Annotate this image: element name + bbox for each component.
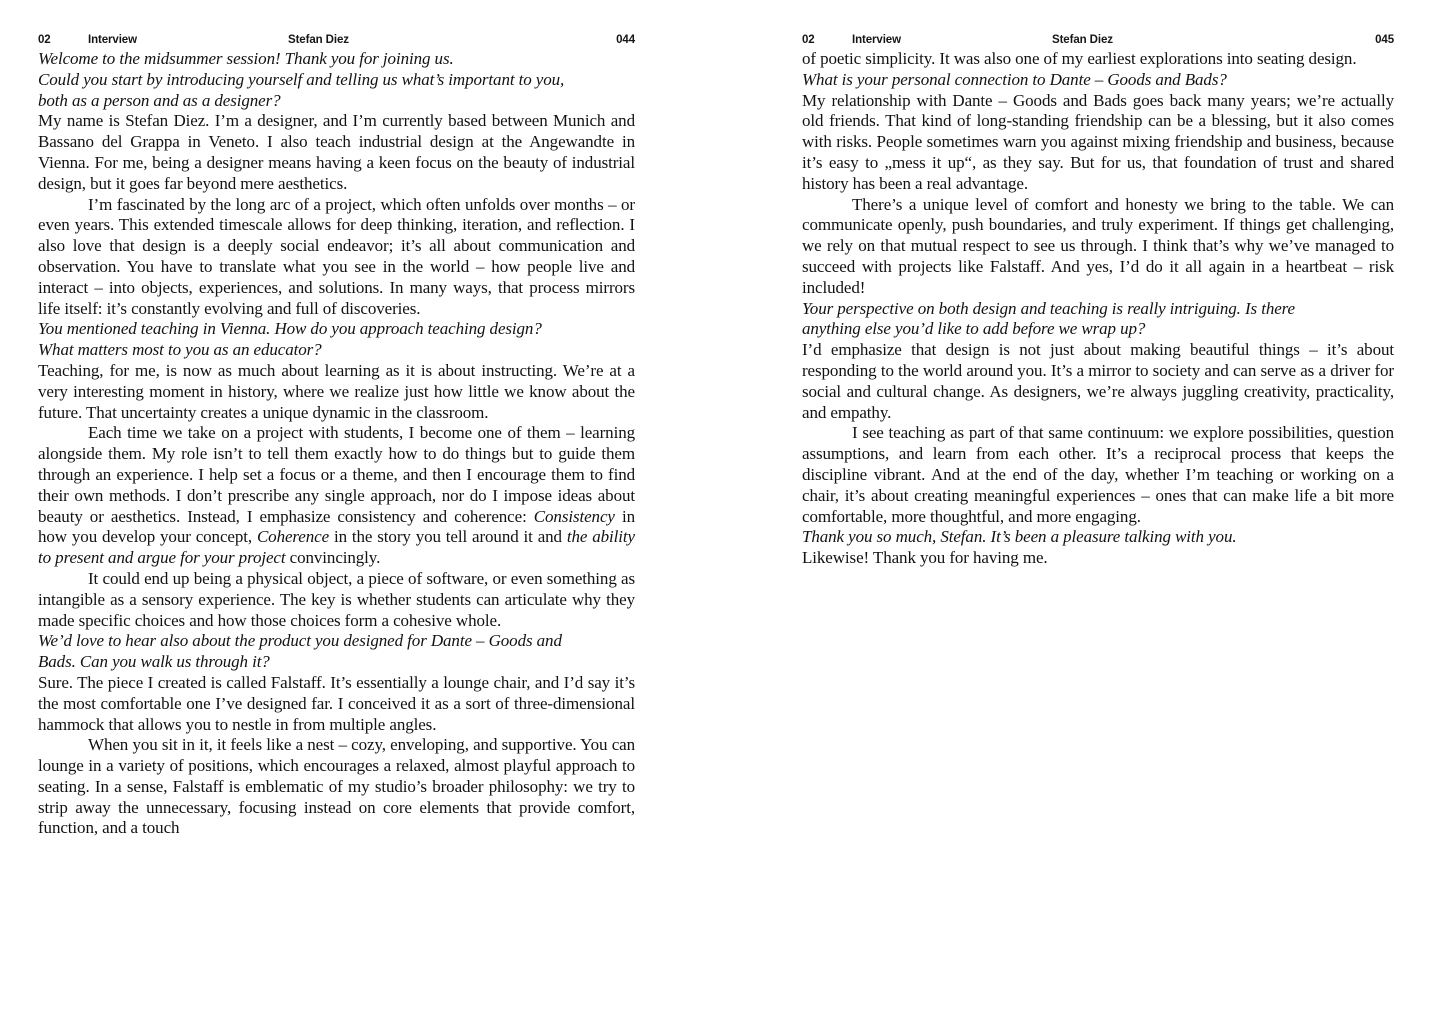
interview-answer-paragraph: I’d emphasize that design is not just about making beautiful things – it’s about responding to the world around you. It’s a mirror to society and can serve as a driver for social and cultural change. As designers, we’re always juggling creativity, practicality, and empathy. <box>802 340 1394 422</box>
right-page <box>802 0 1394 569</box>
chapter-number: 02 <box>802 34 815 46</box>
left-page <box>38 0 635 839</box>
interview-answer-paragraph: My relationship with Dante – Goods and Bads goes back many years; we’re actually old friends. That kind of long-standing friendship can be a blessing, but it also comes with risks. People sometimes warn you against mixing friendship and business, because it’s easy to „mess it up“, as they say. But for us, that foundation of trust and shared history has been a real advantage. <box>802 90 1394 193</box>
interview-text-column <box>802 49 1394 569</box>
interview-answer-paragraph: I see teaching as part of that same continuum: we explore possibilities, question assumptions, and learn from each other. It’s a reciprocal process that keeps the discipline vibrant. And at the end of the day, whether I’m teaching or working on a chair, it’s about creating meaningful experiences – ones that can make life a bit more comfortable, more thoughtful, and more engaging. <box>802 423 1394 526</box>
right-page-header <box>802 34 1394 48</box>
interview-answer-paragraph: Each time we take on a project with students, I become one of them – learning alongside them. My role isn’t to tell them exactly how to do things but to guide them through an experience. I help set a focus or a theme, and then I encourage them to find their own methods. I don’t prescribe any single approach, nor do I impose ideas about beauty or aesthetics. Instead, I emphasize consistency and coherence: Consistency in how you develop your concept, Coherence in the story you tell around it and the ability to present and argue for your project convincingly. <box>38 423 635 568</box>
interview-question: Your perspective on both design and teaching is really intriguing. Is there anything else you’d like to add before we wrap up? <box>802 298 1296 339</box>
interview-answer-paragraph: of poetic simplicity. It was also one of my earliest explorations into seating design. <box>802 49 1357 68</box>
interview-answer-paragraph: I’m fascinated by the long arc of a project, which often unfolds over months – or even years. This extended timescale allows for deep thinking, iteration, and reflection. I also love that design is a deeply social endeavor; it’s all about communication and observation. You have to translate what you see in the world – how people live and interact – into objects, experiences, and solutions. In many ways, that process mirrors life itself: it’s constantly evolving and full of discoveries. <box>38 194 635 318</box>
interview-question: We’d love to hear also about the product you designed for Dante – Goods and Bads. Can you walk us through it? <box>38 631 562 672</box>
interview-question: Thank you so much, Stefan. It’s been a pleasure talking with you. <box>802 527 1237 547</box>
interviewee-name: Stefan Diez <box>1052 34 1113 46</box>
interview-question: Welcome to the midsummer session! Thank you for joining us. Could you start by introducing yourself and telling us what’s important to you, both as a person and as a designer? <box>38 49 565 110</box>
interview-answer-paragraph: My name is Stefan Diez. I’m a designer, and I’m currently based between Munich and Bassano del Grappa in Veneto. I also teach industrial design at the Angewandte in Vienna. For me, being a designer means having a keen focus on the beauty of industrial design, but it goes far beyond mere aesthetics. <box>38 111 635 193</box>
interview-answer-paragraph: When you sit in it, it feels like a nest – cozy, enveloping, and supportive. You can lounge in a variety of positions, which encourages a relaxed, almost playful approach to seating. In a sense, Falstaff is emblematic of my studio’s broader philosophy: we try to strip away the unnecessary, focusing instead on core elements that provide comfort, function, and a touch <box>38 735 635 838</box>
section-label: Interview <box>88 34 137 46</box>
page-number: 044 <box>616 34 635 46</box>
page-number: 045 <box>1375 34 1394 46</box>
interview-text-column <box>38 49 635 839</box>
interview-answer-paragraph: Sure. The piece I created is called Falstaff. It’s essentially a lounge chair, and I’d say it’s the most comfortable one I’ve designed far. I conceived it as a sort of three-dimensional hammock that allows you to nestle in from multiple angles. <box>38 672 635 734</box>
chapter-number: 02 <box>38 34 51 46</box>
section-label: Interview <box>852 34 901 46</box>
interview-answer-paragraph: Likewise! Thank you for having me. <box>802 548 1048 568</box>
left-page-header <box>38 34 635 48</box>
interview-answer-paragraph: Teaching, for me, is now as much about learning as it is about instructing. We’re at a very interesting moment in history, where we realize just how little we know about the future. That uncertainty creates a unique dynamic in the classroom. <box>38 360 635 422</box>
interview-question: You mentioned teaching in Vienna. How do you approach teaching design? What matters most to you as an educator? <box>38 319 542 360</box>
interview-answer-paragraph: It could end up being a physical object, a piece of software, or even something as intangible as a sensory experience. The key is whether students can articulate why they made specific choices and how those choices form a cohesive whole. <box>38 568 635 630</box>
interview-answer-paragraph: There’s a unique level of comfort and honesty we bring to the table. We can communicate openly, push boundaries, and truly experiment. If things get challenging, we rely on that mutual respect to see us through. I think that’s why we’ve managed to succeed with projects like Falstaff. And yes, I’d do it all again in a heartbeat – risk included! <box>802 194 1394 297</box>
interviewee-name: Stefan Diez <box>288 34 349 46</box>
interview-question: What is your personal connection to Dante – Goods and Bads? <box>802 69 1227 89</box>
